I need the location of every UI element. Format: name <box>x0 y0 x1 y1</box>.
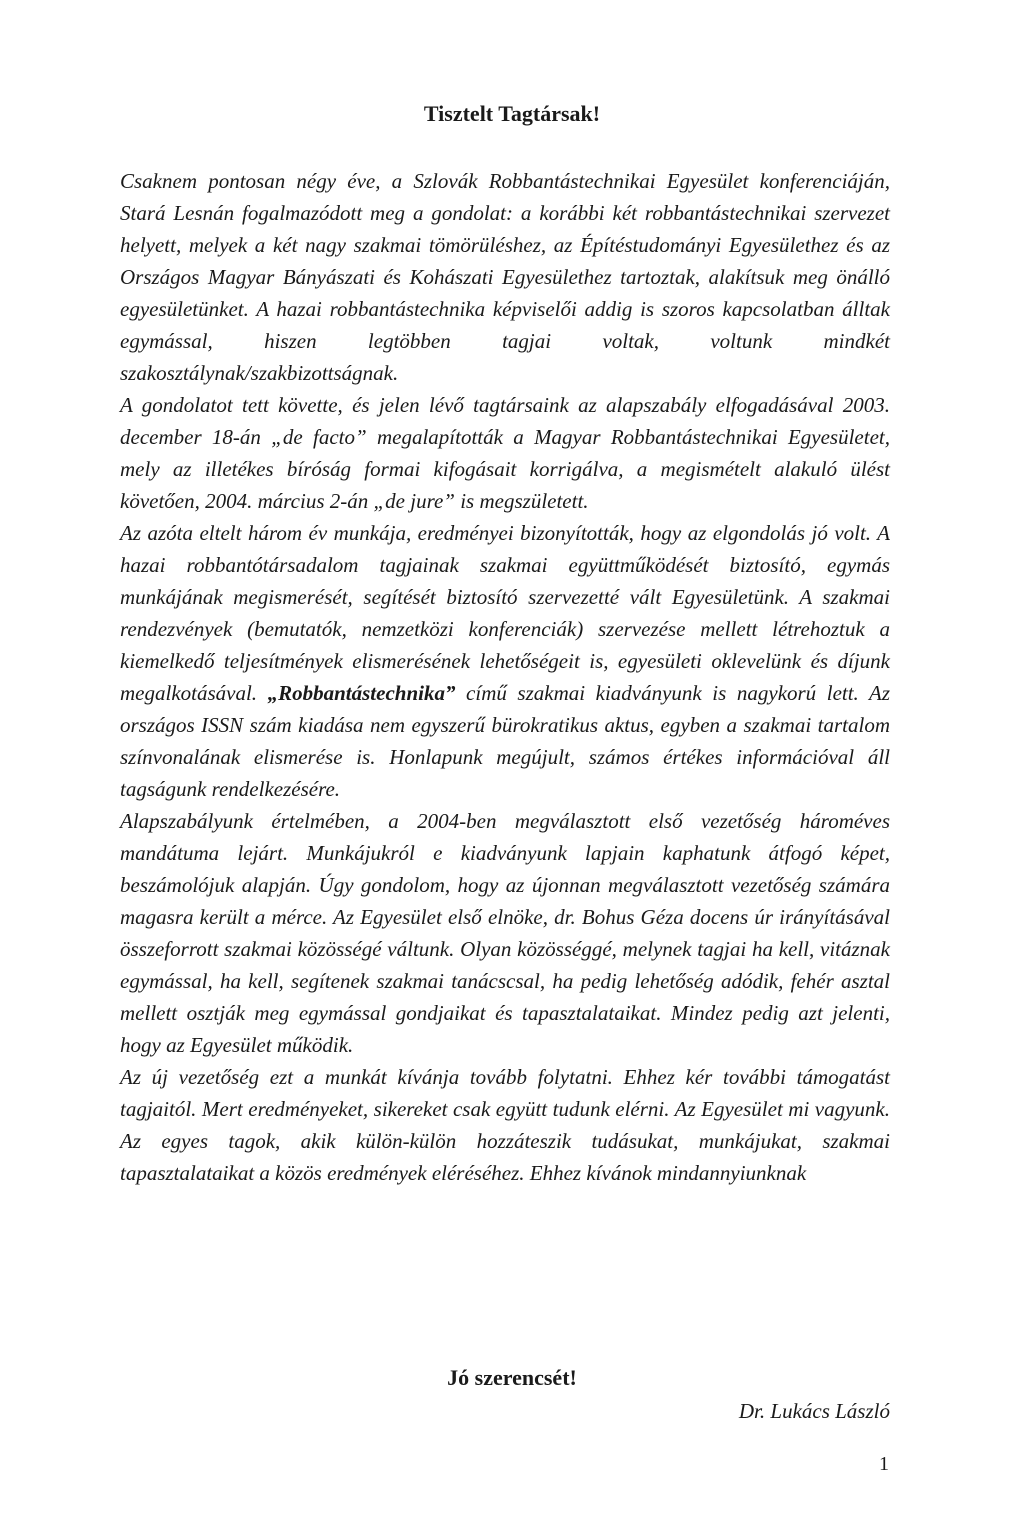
paragraph-text: című szakmai kiadványunk is nagykorú lett. Az országos ISSN szám kiadása nem egyszerű bürokratikus aktus, egyben a szakmai tartalom színvonalának elismerése is. Honlapunk megújult, számos értékes információval áll tagságunk rendelkezésére. <box>120 681 890 801</box>
paragraph-text: A gondolatot tett követte, és jelen lévő tagtársaink az alapszabály elfogadásával 2003. december 18-án „de facto” megalapították a Magyar Robbantástechnikai Egyesületet, mely az illetékes bíróság formai kifogásait korrigálva, a megismételt alakuló ülést követően, 2004. március 2-án „de jure” is megszületett. <box>120 393 890 513</box>
letter-title: Tisztelt Tagtársak! <box>423 101 601 126</box>
paragraph-text: Csaknem pontosan négy éve, a Szlovák Robbantástechnikai Egyesület konferenciáján, Stará Lesnán fogalmazódott meg a gondolat: a korábbi két robbantástechnikai szervezet helyett, melyek a két nagy szakmai tömörüléshez, az Építéstudományi Egyesülethez és az Országos Magyar Bányászati és Kohászati Egyesülethez tartoztak, alakítsuk meg önálló egyesületünket. A hazai robbantástechnika képviselői addig is szoros kapcsolatban álltak egymással, hiszen legtöbben tagjai voltak, voltunk mindkét szakosztálynak/szakbizottságnak. <box>120 169 890 385</box>
publication-title: „Robbantástechnika” <box>267 681 456 705</box>
page-number: 1 <box>879 1453 889 1475</box>
paragraph-1 <box>120 165 890 389</box>
paragraph-text: Az új vezetőség ezt a munkát kívánja tovább folytatni. Ehhez kér további támogatást tagjaitól. Mert eredményeket, sikereket csak együtt tudunk elérni. Az Egyesület mi vagyunk. Az egyes tagok, akik külön-külön hozzáteszik tudásukat, munkájukat, szakmai tapasztalataikat a közös eredmények eléréséhez. Ehhez kívánok mindannyiunknak <box>120 1065 890 1185</box>
paragraph-text: Alapszabályunk értelmében, a 2004-ben megválasztott első vezetőség hároméves mandátuma lejárt. Munkájukról e kiadványunk lapjain kaphatunk átfogó képet, beszámolójuk alapján. Úgy gondolom, hogy az újonnan megválasztott vezetőség számára magasra került a mérce. Az Egyesület első elnöke, dr. Bohus Géza docens úr irányításával összeforrott szakmai közösségé váltunk. Olyan közösséggé, melynek tagjai ha kell, vitáznak egymással, ha kell, segítenek szakmai tanácscsal, ha pedig lehetőség adódik, fehér asztal mellett osztják meg egymással gondjaikat és tapasztalataikat. Mindez pedig azt jelenti, hogy az Egyesület működik. <box>120 809 890 1057</box>
signature: Dr. Lukács László <box>738 1399 890 1423</box>
paragraph-5 <box>120 1061 890 1189</box>
closing-greeting: Jó szerencsét! <box>447 1365 577 1390</box>
paragraph-4 <box>120 805 890 1061</box>
paragraph-text: Az azóta eltelt három év munkája, eredményei bizonyították, hogy az elgondolás jó volt. A hazai robbantótársadalom tagjainak szakmai együttműködését biztosító, egymás munkájának megismerését, segítését biztosító szervezetté vált Egyesületünk. A szakmai rendezvények (bemutatók, nemzetközi konferenciák) szervezése mellett létrehoztuk a kiemelkedő teljesítmények elismerésének lehetőségeit is, egyesületi oklevelünk és díjunk megalkotásával. <box>120 521 890 705</box>
paragraph-2 <box>120 389 890 517</box>
paragraph-3 <box>120 517 890 805</box>
letter-body <box>120 165 890 1189</box>
